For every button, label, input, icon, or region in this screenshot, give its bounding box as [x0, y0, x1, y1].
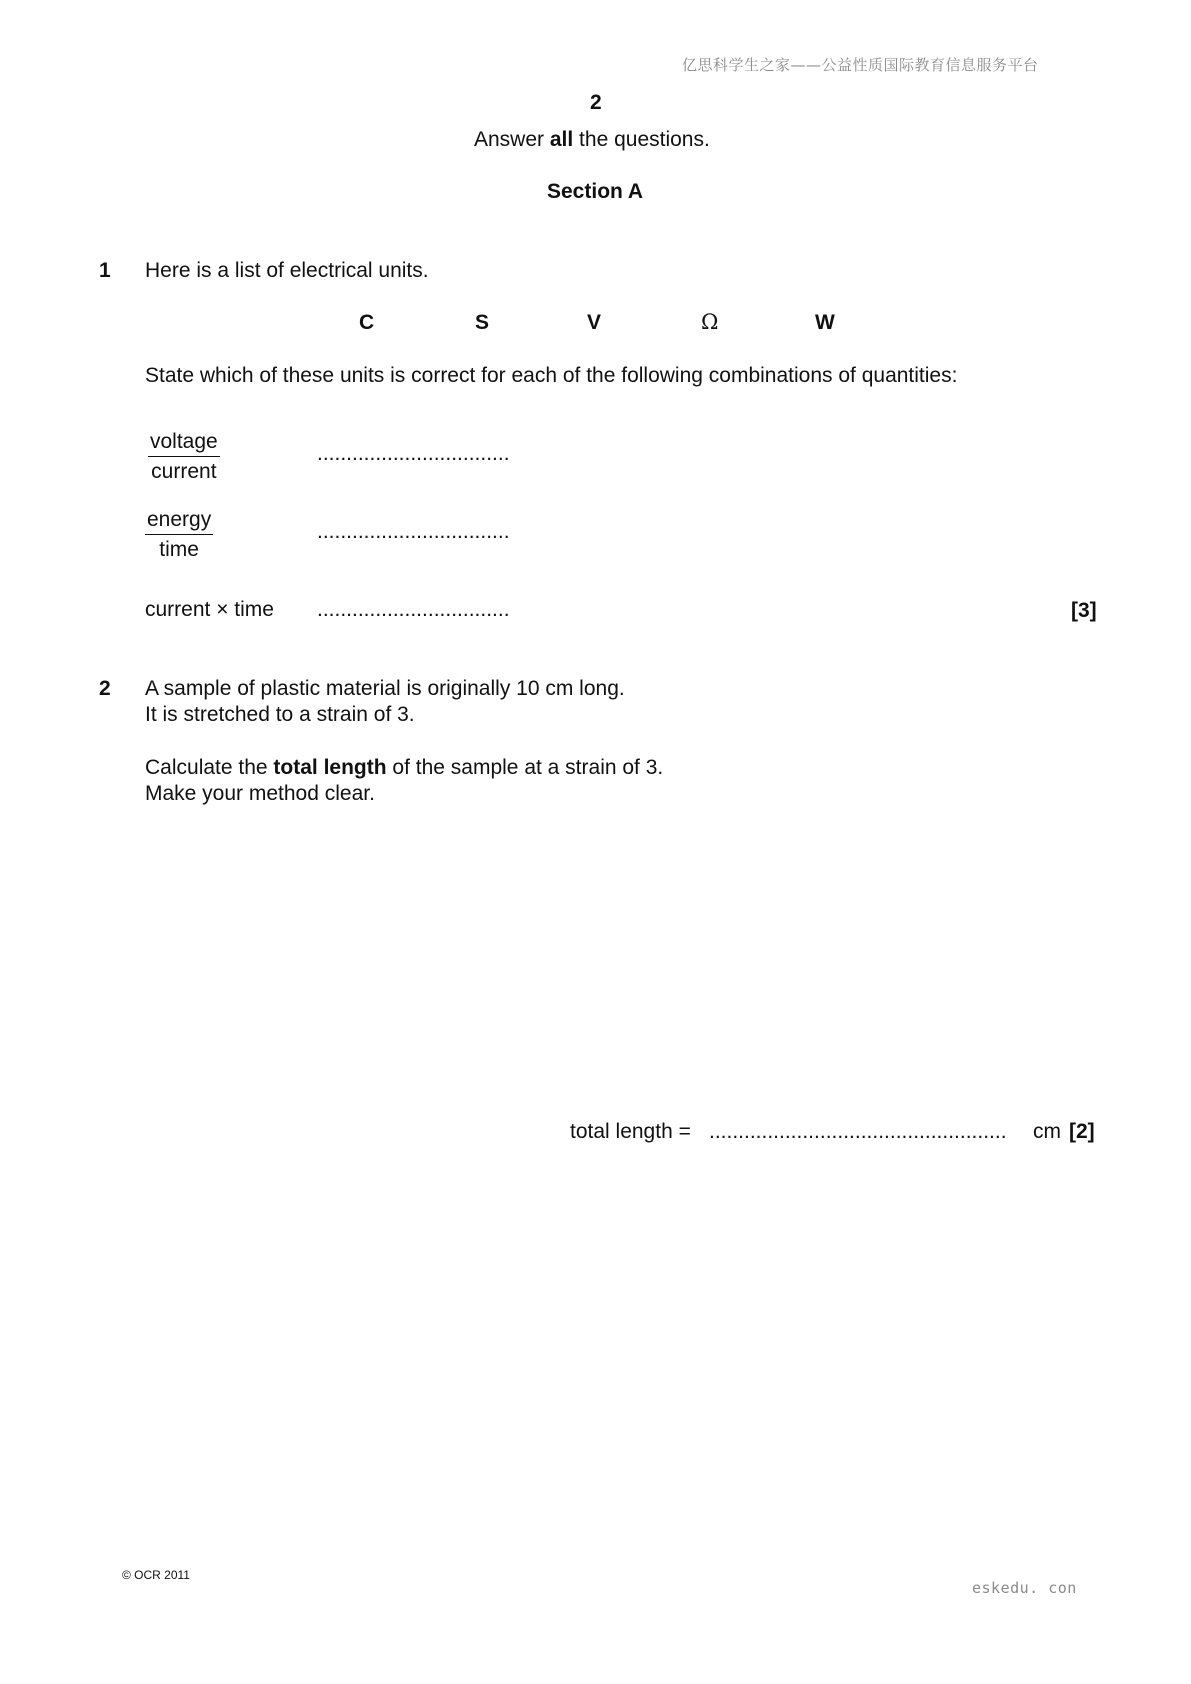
unit-ohm: Ω — [701, 310, 719, 334]
unit-volt: V — [587, 311, 602, 334]
answer-line-3[interactable]: ................................. — [317, 598, 510, 621]
answer-unit-cm: cm — [1033, 1120, 1061, 1143]
fraction-2-denominator: time — [159, 538, 199, 561]
question-1-intro: Here is a list of electrical units. — [145, 259, 429, 282]
answer-line-2[interactable]: ................................. — [317, 520, 510, 543]
answer-label-total-length: total length = — [570, 1120, 691, 1143]
watermark-footer: eskedu. con — [972, 1579, 1077, 1597]
fraction-energy-time — [145, 506, 213, 563]
calc-pre: Calculate the — [145, 756, 274, 779]
instruction-bold: all — [549, 128, 574, 151]
question-2-line-2: It is stretched to a strain of 3. — [145, 703, 415, 726]
fraction-1-numerator: voltage — [148, 428, 220, 457]
question-1-number: 1 — [99, 259, 111, 282]
answer-line-total-length[interactable]: ................................................... — [709, 1120, 1007, 1143]
section-title: Section A — [547, 180, 644, 203]
answer-line-1[interactable]: ................................. — [317, 442, 510, 465]
fraction-2-numerator: energy — [145, 506, 213, 535]
unit-coulomb: C — [359, 311, 375, 334]
watermark-header: 亿思科学生之家——公益性质国际教育信息服务平台 — [682, 56, 1039, 74]
instruction — [474, 128, 710, 152]
calc-post: of the sample at a strain of 3. — [386, 756, 664, 779]
question-1-marks: [3] — [1071, 599, 1097, 622]
unit-siemens: S — [475, 311, 490, 334]
unit-watt: W — [815, 311, 835, 334]
question-1-prompt: State which of these units is correct for each of the following combinations of quantities: — [145, 364, 958, 387]
question-2-number: 2 — [99, 677, 111, 700]
question-2-marks: [2] — [1069, 1120, 1095, 1143]
question-2-line-1: A sample of plastic material is originally 10 cm long. — [145, 677, 625, 700]
page-number: 2 — [590, 91, 602, 114]
question-2-method: Make your method clear. — [145, 782, 375, 805]
question-2-calc — [145, 756, 663, 780]
product-current-time: current × time — [145, 598, 274, 621]
fraction-1-denominator: current — [151, 460, 217, 483]
instruction-pre: Answer — [474, 128, 550, 151]
copyright: © OCR 2011 — [122, 1568, 190, 1582]
instruction-post: the questions. — [573, 128, 710, 151]
calc-bold: total length — [273, 756, 387, 779]
fraction-voltage-current — [148, 428, 220, 485]
